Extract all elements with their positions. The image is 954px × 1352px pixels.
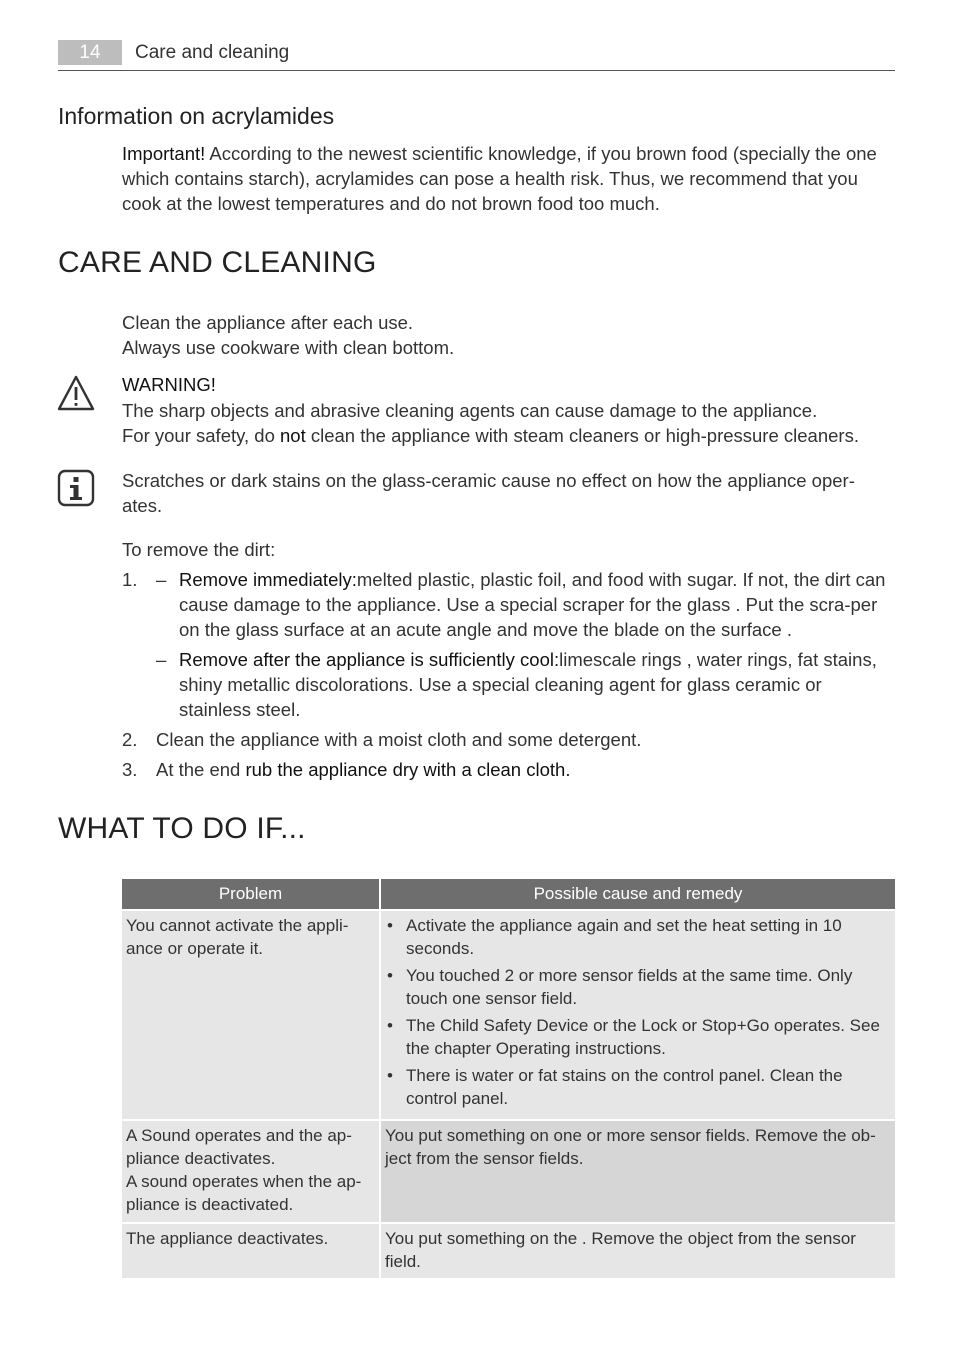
warning-text-2: For your safety, do not clean the appliance with steam cleaners or high-pressure cleaners. [122,425,859,446]
step-1b-text: Remove after the appliance is sufficiently cool:limescale rings , water rings, fat stains, shiny metallic discolorations. Use a special cleaning agent for glass ceramic or stainless steel. [179,649,877,720]
table-header-row [122,879,895,909]
troubleshooting-table [122,877,895,1280]
column-header-remedy: Possible cause and remedy [381,879,895,909]
care-heading: CARE AND CLEANING [58,246,377,279]
problem-cell: A Sound operates and the ap-pliance deactivates. A sound operates when the ap-pliance is deactivated. [122,1121,379,1222]
remedy-item: • The Child Safety Device or the Lock or Stop+Go operates. See the chapter Operating instructions. [385,1014,891,1060]
table-row [122,1121,895,1222]
remedy-item: • Activate the appliance again and set the heat setting in 10 seconds. [385,914,891,960]
remedy-cell [381,911,895,1119]
column-header-problem: Problem [122,879,379,909]
acrylamides-text: According to the newest scientific knowledge, if you brown food (specially the one which contains starch), acrylamides can pose a health risk. Thus, we recommend that you cook at the lowest temperatures and do not brown food too much. [122,143,877,214]
important-label: Important! [122,143,206,164]
remove-dirt-intro: To remove the dirt: [122,539,276,560]
step-1-number: 1. [122,569,138,590]
acrylamides-heading: Information on acrylamides [58,103,335,129]
table-row [122,911,895,1119]
remedy-cell: You put something on one or more sensor fields. Remove the ob-ject from the sensor fields. [381,1121,895,1222]
care-intro-1: Clean the appliance after each use. [122,312,414,333]
warning-text-1: The sharp objects and abrasive cleaning agents can cause damage to the appliance. [122,400,818,421]
remedy-item: • There is water or fat stains on the control panel. Clean the control panel. [385,1064,891,1110]
step-3-text: At the end rub the appliance dry with a clean cloth. [156,759,571,780]
step-1b-dash: – [156,649,167,670]
info-text: Scratches or dark stains on the glass-ceramic cause no effect on how the appliance oper-ates. [122,470,855,516]
info-icon [57,469,95,507]
acrylamides-paragraph [122,141,894,216]
remedy-cell: You put something on the . Remove the object from the sensor field. [381,1224,895,1278]
step-3-number: 3. [122,759,138,780]
step-1a-dash: – [156,569,167,590]
problem-cell: You cannot activate the appli-ance or operate it. [122,911,379,1119]
warning-title: WARNING! [122,374,216,395]
troubleshooting-heading: WHAT TO DO IF... [58,812,306,845]
care-intro-2: Always use cookware with clean bottom. [122,337,455,358]
header-divider [58,70,895,71]
step-1a-text: Remove immediately:melted plastic, plastic foil, and food with sugar. If not, the dirt can cause damage to the appliance. Use a special scraper for the glass . Put the scra-per on the glass surface at an acute angle and move the blade on the surface . [179,569,886,640]
running-header: Care and cleaning [135,42,290,63]
warning-triangle-icon [57,374,95,412]
step-2-text: Clean the appliance with a moist cloth and some detergent. [156,729,642,750]
remedy-item: • You touched 2 or more sensor fields at the same time. Only touch one sensor field. [385,964,891,1010]
page-number: 14 [58,40,122,65]
table-row [122,1224,895,1278]
step-2-number: 2. [122,729,138,750]
problem-cell: The appliance deactivates. [122,1224,379,1278]
